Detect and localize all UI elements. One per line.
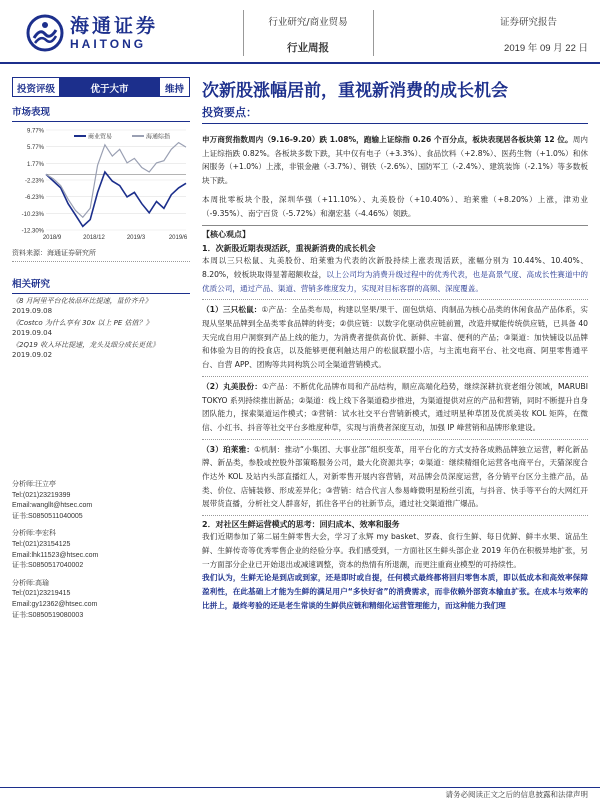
core-views bbox=[202, 225, 588, 612]
legend-label: 海通综指 bbox=[146, 133, 171, 141]
x-tick-label: 2018/12 bbox=[83, 235, 105, 241]
analyst-card bbox=[12, 480, 190, 522]
y-tick-label: 9.77% bbox=[26, 128, 44, 135]
footer-disclaimer: 请务必阅读正文之后的信息披露和法律声明 bbox=[445, 790, 588, 799]
company-analysis: ①产品：全品类布局，构建以坚果/果干、面包烘焙、肉制品为核心品类的休闲食品产品体系，实现从坚果品牌到全品类零食品牌的转变；②供应链：以数字化驱动供应链前置，改造并赋能传统供应链，已具备 40 天完成自用户洞察到产品上线的能力，为消费者提供高价优、新鲜、丰富、便利的产品；③渠道：加快铺设以品牌和体验为目的的投食店，以及能够更便利触达用户的松鼠联盟小店，与主流电商平台、社交电商、阿里零售通平台、自营 APP、团购等共同构筑公司全渠道营销模式。 bbox=[202, 305, 588, 370]
company-three-squirrels bbox=[202, 299, 588, 372]
y-tick-label: 5.77% bbox=[26, 145, 44, 152]
rating-label: 投资评级 bbox=[13, 78, 59, 96]
footer-rule bbox=[0, 787, 600, 788]
fresh-food-paragraph: 我们近期参加了第二届生鲜零售大会，学习了永辉 my basket、罗森、食行生鲜、每日优鲜、鲜丰水果、谊品生鲜、生鲜传奇等优秀零售企业的经验分享。我们感受到，一方面社区生鲜头部企业 2019 年仍在积极异地扩张，另一方面部分企业已开始退出或减速调整，资本的热情有所退潮，而更注重商业模型的可持续性。 bbox=[202, 532, 588, 569]
y-tick-label: 1.77% bbox=[26, 161, 44, 168]
company-analysis: ①产品：不断优化品牌布局和产品结构，顺应高端化趋势，继续深耕抗衰老细分领域，MARUBI TOKYO 系列持续推出新品；②渠道：线上线下各渠道稳步推进，为渠道提供对应的产品和营销，同时不断提升自身团队能力，探索渠道运作模式；③营销：试水社交平台营销新模式，通过明星种草团及优质美妆 KOL 矩阵，在微信、小红书、抖音等社交平台多维度种草，实现与消费者深度互动，加强 IP 峰营销和品牌形象建设。 bbox=[202, 381, 588, 432]
legend-label: 商业贸易 bbox=[88, 133, 113, 141]
related-research-heading: 相关研究 bbox=[12, 276, 190, 294]
analyst-name: 分析师:汪立亭 bbox=[12, 481, 56, 488]
haitong-logo bbox=[26, 14, 158, 52]
analyst-card bbox=[12, 579, 190, 621]
new-stocks-paragraph bbox=[202, 254, 588, 295]
header-divider bbox=[373, 10, 374, 56]
related-item[interactable] bbox=[12, 318, 190, 338]
market-performance-chart bbox=[12, 126, 190, 242]
company-analysis: ①机制：推动“小集团、大事业部”组织变革，用平台化的方式支持各成熟品牌独立运营，孵化新品牌、新品类，参股或控股外部策略服务公司，最大化资源共享；②渠道：继续精细化运营各电商平台，天猫深度合作达外 KOL 及站内头部直播红人，对新零售开展内容营销，对品牌会员深度运营，各分销平台区分主推产品，品类、价位、店铺装修、形成差异化；③营销：结合代言人参易峰微明星粉丝引流，与抖音、快手等平台的大网红开展带货直播，分析社交人群喜好，抓住各平台的社新节点，通过社交渠道推广爆品。 bbox=[202, 444, 588, 509]
y-tick-label: -6.23% bbox=[24, 195, 44, 202]
performance-chart-svg bbox=[12, 126, 190, 242]
brand-name-cn: 海通证券 bbox=[70, 15, 159, 37]
weekly-summary-paragraph bbox=[202, 133, 588, 188]
investment-highlights-heading: 投资要点： bbox=[202, 104, 588, 124]
company-label: （3）珀莱雅： bbox=[202, 444, 255, 454]
weekly-summary-lead: 申万商贸指数周内（9.16-9.20）跌 1.08%，跑输上证综指 0.26 个百分点，板块表现居各板块第 12 位。 bbox=[202, 135, 573, 144]
brand-name-en: HAITONG bbox=[70, 37, 147, 51]
investment-rating bbox=[12, 77, 190, 97]
new-stocks-performance: 本周以三只松鼠、丸美股份、珀莱雅为代表的次新股持续上涨表现活跃，涨幅分别为 10.44%、10.40%、8.20%，较板块取得显著超额收益， bbox=[202, 256, 588, 279]
new-stocks-highlight: 以上公司均为消费升级过程中的优秀代表，也是高景气度、高成长性赛道中的优质公司，通过产品、渠道、营销多维度发力，实现对目标客群的高频、深度覆盖。 bbox=[202, 269, 589, 293]
core-views-heading: 【核心观点】 bbox=[202, 230, 250, 240]
rating-value: 优于大市 bbox=[59, 78, 160, 96]
report-label: 证券研究报告 bbox=[500, 17, 558, 28]
stock-movers-paragraph: 本周批零板块个股，深圳华强（+11.10%）、丸美股份（+10.40%）、珀莱雅（+8.20%）上涨，津劝业（-9.35%）、南宁百货（-5.72%）和潮宏基（-4.46%）领跌。 bbox=[202, 194, 588, 218]
header-rule bbox=[0, 62, 600, 64]
report-type: 行业周报 bbox=[287, 42, 329, 54]
rating-change: 维持 bbox=[160, 78, 189, 96]
analyst-list bbox=[12, 480, 190, 621]
left-sidebar bbox=[12, 104, 190, 628]
report-date: 2019 年 09 月 22 日 bbox=[504, 43, 588, 54]
related-item-date: 2019.09.02 bbox=[12, 351, 53, 359]
market-performance-heading: 市场表现 bbox=[12, 104, 190, 122]
related-item-date: 2019.09.08 bbox=[12, 307, 53, 315]
related-item-title[interactable]: 《2Q19 收入环比提速，龙头及细分成长更优》 bbox=[12, 341, 160, 349]
company-proya bbox=[202, 439, 588, 512]
analyst-email[interactable]: Email:wangllt@htsec.com bbox=[12, 502, 93, 510]
analyst-name: 分析师:高瑜 bbox=[12, 579, 49, 587]
related-research bbox=[12, 276, 190, 360]
analyst-tel: Tel:(021)23154125 bbox=[12, 540, 71, 548]
analyst-cert: 证书:S0850519080003 bbox=[12, 611, 84, 619]
haitong-emblem-icon bbox=[26, 14, 64, 52]
analyst-tel: Tel:(021)23219415 bbox=[12, 590, 71, 598]
report-title: 次新股涨幅居前，重视新消费的成长机会 bbox=[202, 81, 508, 101]
x-tick-label: 2019/6 bbox=[168, 235, 188, 241]
analyst-cert: 证书:S0850517040002 bbox=[12, 562, 84, 570]
y-tick-label: -2.23% bbox=[24, 178, 44, 185]
conclusion-paragraph: 我们认为，生鲜无论是到店或到家，还是即时或自提，任何模式最终都将回归零售本质，即以低成本和高效率保障盈利性，在此基础上才能为生鲜的满足用户“多快好省”的消费需求，而非依赖外部资本输血扩张。在成本与效率的比拼上，最终考验的还是老生常谈的生鲜供应链和精细化运营管理能力，而这种能力我们理 bbox=[202, 573, 588, 610]
section-heading-fresh-food: 2．对社区生鲜运营模式的思考：回归成本、效率和服务 bbox=[202, 515, 588, 530]
y-tick-label: -10.23% bbox=[21, 211, 44, 218]
x-tick-label: 2019/3 bbox=[126, 235, 146, 241]
report-category: 行业研究/商业贸易 bbox=[268, 17, 348, 28]
company-label: （2）丸美股份： bbox=[202, 381, 263, 391]
analyst-card bbox=[12, 529, 190, 571]
company-label: （1）三只松鼠： bbox=[202, 305, 262, 315]
section-heading-new-stocks: 1．次新股近期表现活跃，重视新消费的成长机会 bbox=[202, 244, 376, 254]
analyst-email[interactable]: Email:gy12362@htsec.com bbox=[12, 600, 98, 608]
weekly-summary-detail: 周内上证综指跌 0.82%。各板块多数下跌，其中仅有电子（+3.3%）、食品饮料（+2.8%）、医药生物（+1.0%）和休闲服务（+1.0%）上涨，非银金融（-3.7%）、钢铁（-2.6%）、国防军工（-2.4%）、建筑装饰（-2.1%）等多数板块下跌。 bbox=[202, 135, 588, 186]
analyst-name: 分析师:李宏科 bbox=[12, 530, 56, 538]
y-tick-label: -12.30% bbox=[21, 228, 44, 235]
related-item[interactable] bbox=[12, 296, 190, 316]
related-item-title[interactable]: 《8 月阿里平台化妆品环比提速，量价齐升》 bbox=[12, 297, 152, 305]
main-content bbox=[202, 104, 588, 612]
analyst-email[interactable]: Email:lhk11523@htsec.com bbox=[12, 551, 99, 559]
related-item[interactable] bbox=[12, 340, 190, 360]
x-tick-label: 2018/9 bbox=[42, 235, 62, 241]
related-item-date: 2019.09.04 bbox=[12, 329, 53, 337]
company-marubi bbox=[202, 376, 588, 435]
page-footer bbox=[0, 787, 600, 800]
related-item-title[interactable]: 《Costco 为什么享有 30x 以上 PE 估值？》 bbox=[12, 319, 153, 327]
chart-source: 资料来源：海通证券研究所 bbox=[12, 248, 190, 262]
analyst-cert: 证书:S0850511040005 bbox=[12, 512, 83, 520]
analyst-tel: Tel:(021)23219399 bbox=[12, 491, 71, 499]
report-header bbox=[0, 0, 600, 68]
